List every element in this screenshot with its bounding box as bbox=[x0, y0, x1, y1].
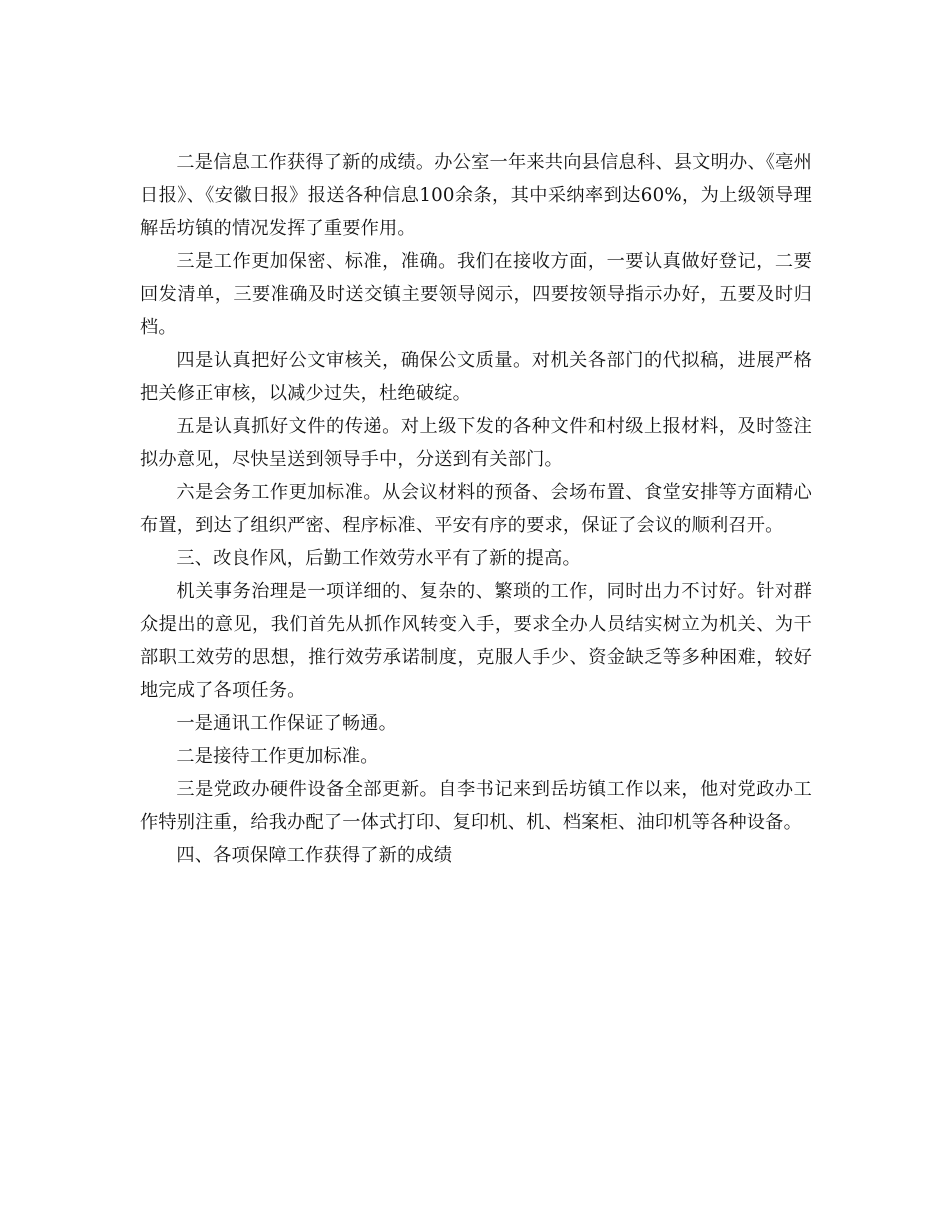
document-body bbox=[140, 146, 812, 872]
paragraph-communications: 一是通讯工作保证了畅通。 bbox=[176, 713, 398, 734]
paragraph-affairs-management: 机关事务治理是一项详细的、复杂的、繁琐的工作，同时出力不讨好。针对群众提出的意见，我们首先从抓作风转变入手，要求全办人员结实树立为机关、为干部职工效劳的思想，推行效劳承诺制度，克服人手少、资金缺乏等多种困难，较好地完成了各项任务。 bbox=[140, 581, 812, 701]
paragraph-info-work: 二是信息工作获得了新的成绩。办公室一年来共向县信息科、县文明办、《亳州日报》、《安徽日报》报送各种信息100余条，其中采纳率到达60%，为上级领导理解岳坊镇的情况发挥了重要作用。 bbox=[140, 152, 812, 239]
section-heading-4: 四、各项保障工作获得了新的成绩 bbox=[176, 845, 453, 866]
paragraph-document-delivery: 五是认真抓好文件的传递。对上级下发的各种文件和村级上报材料，及时签注拟办意见，尽快呈送到领导手中，分送到有关部门。 bbox=[140, 416, 812, 470]
section-heading-3: 三、改良作风，后勤工作效劳水平有了新的提高。 bbox=[176, 548, 581, 569]
paragraph-confidentiality: 三是工作更加保密、标准，准确。我们在接收方面，一要认真做好登记，二要回发清单，三要准确及时送交镇主要领导阅示，四要按领导指示办好，五要及时归档。 bbox=[140, 251, 812, 338]
paragraph-equipment: 三是党政办硬件设备全部更新。自李书记来到岳坊镇工作以来，他对党政办工作特别注重，给我办配了一体式打印、复印机、机、档案柜、油印机等各种设备。 bbox=[140, 779, 812, 833]
paragraph-document-review: 四是认真把好公文审核关，确保公文质量。对机关各部门的代拟稿，进展严格把关修正审核，以减少过失，杜绝破绽。 bbox=[140, 350, 812, 404]
paragraph-reception: 二是接待工作更加标准。 bbox=[176, 746, 379, 767]
paragraph-meeting-work: 六是会务工作更加标准。从会议材料的预备、会场布置、食堂安排等方面精心布置，到达了组织严密、程序标准、平安有序的要求，保证了会议的顺利召开。 bbox=[140, 482, 812, 536]
